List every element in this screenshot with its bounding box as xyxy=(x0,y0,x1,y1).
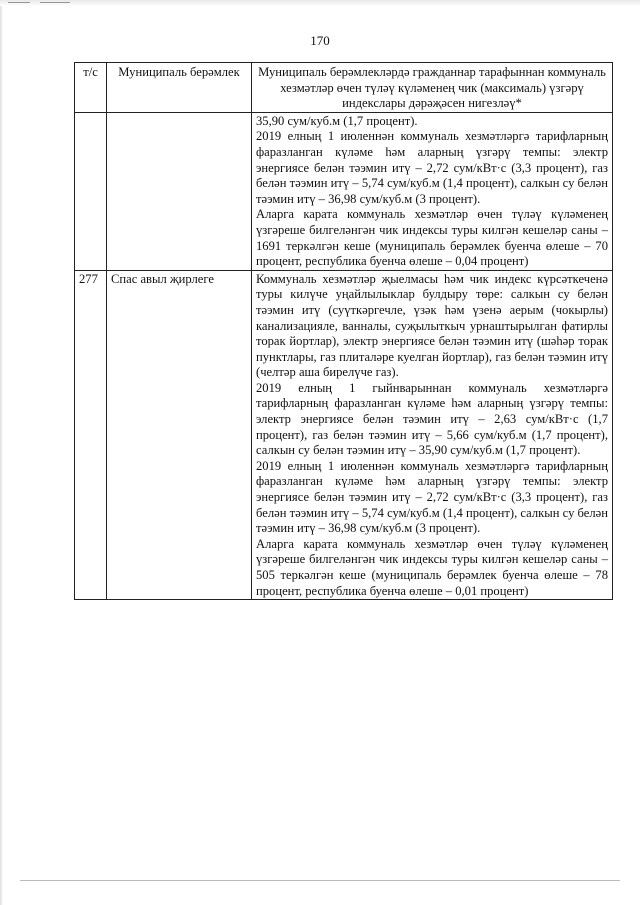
row-number-cell: 277 xyxy=(75,270,107,599)
tariff-table xyxy=(74,62,613,600)
paragraph: 2019 елның 1 июленнән коммуналь хезмәтләргә тарифларның фаразланган күләме һәм аларның үзгәрү темпы: электр энергиясе белән тәэмин итү – 2,72 сум/кВт·с (3,3 процент), газ белән тәэмин итү – 5,74 сум/куб.м (1,4 процент), салкын су белән тәэмин итү – 36,98 сум/куб.м (3 процент). xyxy=(256,458,608,536)
header-municipality: Муниципаль берәмлек xyxy=(107,63,252,113)
table-row xyxy=(75,112,613,270)
row-justification-cell xyxy=(252,270,613,599)
row-municipality-cell: Спас авыл җирлеге xyxy=(107,270,252,599)
row-number-cell xyxy=(75,112,107,270)
table-header-row xyxy=(75,63,613,113)
row-justification-cell xyxy=(252,112,613,270)
scan-top-strip xyxy=(0,0,640,6)
paragraph: 35,90 сум/куб.м (1,7 процент). xyxy=(256,113,418,128)
table-row xyxy=(75,270,613,599)
paragraph: Аларга карата коммуналь хезмәтләр өчен түләү күләменең үзгәреше билгеләнгән чик индексы туры килгән кешеләр саны – 505 теркәлгән кеше (муниципаль берәмлек буенча өлеше – 78 процент, республика буенча өлеше – 0,01 процент) xyxy=(256,536,608,598)
paragraph: Коммуналь хезмәтләр җыелмасы һәм чик индекс күрсәткеченә туры килүче уңайлылыклар булдыру төре: салкын су белән тәэмин итү (суүткәргечле, үзәк һәм үзенә аерым (чокырлы) канализацияле, ванналы, суҗылыткыч урнаштырылган фатирлы торак йортлар), электр энергиясе белән тәэмин итү (шәһәр торак пунктлары, газ плиталәре куелган йортлар), газ белән тәэмин итү (челтәр аша бирелүче газ). xyxy=(256,271,608,380)
scan-bottom-line xyxy=(20,880,620,881)
header-number: т/с xyxy=(75,63,107,113)
paragraph: Аларга карата коммуналь хезмәтләр өчен түләү күләменең үзгәреше билгеләнгән чик индексы туры килгән кешеләр саны – 1691 теркәлгән кеше (муниципаль берәмлек буенча өлеше – 70 процент, республика буенча өлеше – 0,04 процент) xyxy=(256,207,608,269)
scan-edge xyxy=(0,0,3,905)
page-number: 170 xyxy=(310,33,330,48)
paragraph: 2019 елның 1 гыйнварыннан коммуналь хезмәтләргә тарифларның фаразланган күләме һәм аларның үзгәрү темпы: электр энергиясе белән тәэмин итү – 2,63 сум/кВт·с (1,7 процент), газ белән тәэмин итү – 5,66 сум/куб.м (1,7 процент), салкын су белән тәэмин итү – 35,90 сум/куб.м (1,7 процент). xyxy=(256,380,608,458)
paragraph: 2019 елның 1 июленнән коммуналь хезмәтләргә тарифларның фаразланган күләме һәм аларның үзгәрү темпы: электр энергиясе белән тәэмин итү – 2,72 сум/кВт·с (3,3 процент), газ белән тәэмин итү – 5,74 сум/куб.м (1,4 процент), салкын су белән тәэмин итү – 36,98 сум/куб.м (3 процент). xyxy=(256,129,608,206)
header-justification: Муниципаль берәмлекләрдә гражданнар тарафыннан коммуналь хезмәтләр өчен түләү күләменең чик (максималь) үзгәрү индекслары дәрәҗәсен нигезләү* xyxy=(252,63,613,113)
row-municipality-cell xyxy=(107,112,252,270)
